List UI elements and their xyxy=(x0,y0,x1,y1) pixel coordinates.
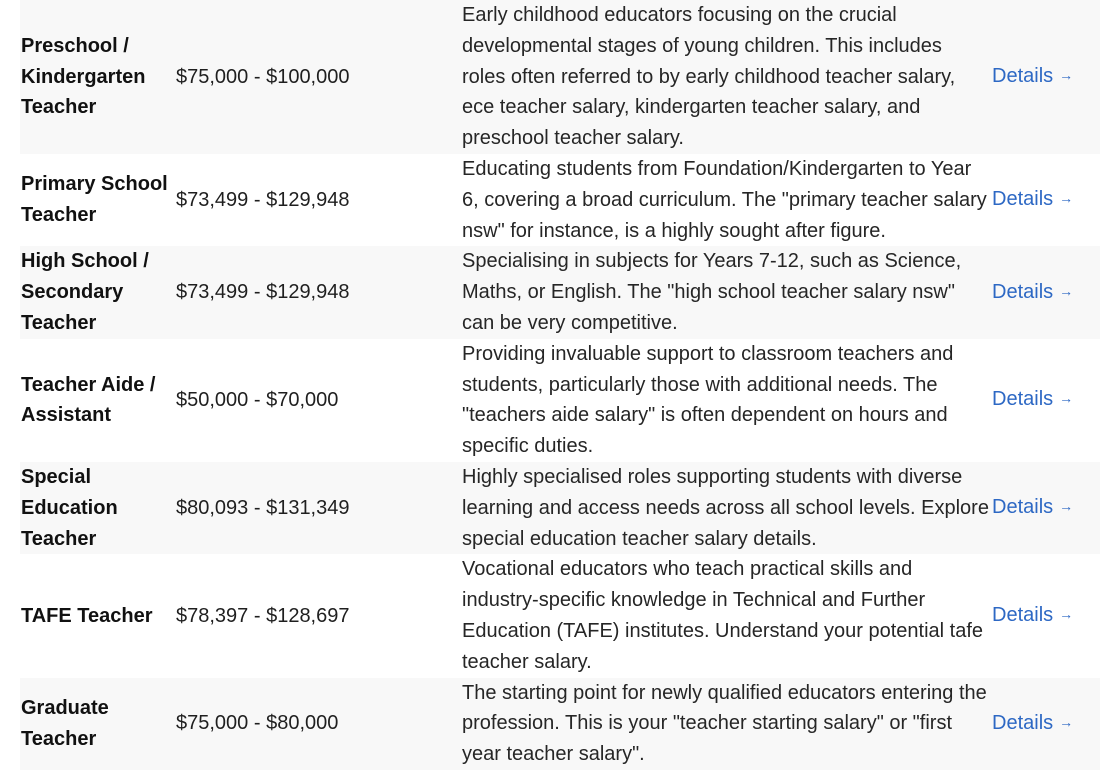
details-cell xyxy=(992,678,1100,770)
role-name: Teacher Aide / Assistant xyxy=(20,339,176,462)
details-link[interactable] xyxy=(992,604,1073,626)
role-description: Providing invaluable support to classroom teachers and students, particularly those with additional needs. The "teachers aide salary" is often dependent on hours and specific duties. xyxy=(462,339,992,462)
role-name: TAFE Teacher xyxy=(20,554,176,677)
table-row xyxy=(20,462,1100,554)
role-description: Highly specialised roles supporting students with diverse learning and access needs across all school levels. Explore special education teacher salary details. xyxy=(462,462,992,554)
salary-table xyxy=(20,0,1100,770)
details-cell xyxy=(992,0,1100,154)
salary-range: $78,397 - $128,697 xyxy=(176,554,462,677)
role-description: Specialising in subjects for Years 7-12, such as Science, Maths, or English. The "high school teacher salary nsw" can be very competitive. xyxy=(462,246,992,338)
arrow-right-icon: → xyxy=(1059,390,1074,407)
salary-range: $80,093 - $131,349 xyxy=(176,462,462,554)
table-row xyxy=(20,0,1100,154)
details-label: Details xyxy=(992,604,1054,627)
arrow-right-icon: → xyxy=(1059,190,1074,207)
role-name: Special Education Teacher xyxy=(20,462,176,554)
role-name: High School / Secondary Teacher xyxy=(20,246,176,338)
details-link[interactable] xyxy=(992,388,1073,410)
details-label: Details xyxy=(992,65,1054,88)
arrow-right-icon: → xyxy=(1059,67,1074,84)
salary-table-body xyxy=(20,0,1100,770)
salary-range: $75,000 - $80,000 xyxy=(176,678,462,770)
details-label: Details xyxy=(992,188,1054,211)
details-cell xyxy=(992,154,1100,246)
arrow-right-icon: → xyxy=(1059,606,1074,623)
details-cell xyxy=(992,554,1100,677)
details-link[interactable] xyxy=(992,188,1073,210)
details-label: Details xyxy=(992,388,1054,411)
details-label: Details xyxy=(992,496,1054,519)
arrow-right-icon: → xyxy=(1059,498,1074,515)
table-row xyxy=(20,246,1100,338)
table-row xyxy=(20,678,1100,770)
details-link[interactable] xyxy=(992,712,1073,734)
details-label: Details xyxy=(992,711,1054,734)
details-cell xyxy=(992,339,1100,462)
salary-range: $73,499 - $129,948 xyxy=(176,246,462,338)
table-row xyxy=(20,154,1100,246)
details-link[interactable] xyxy=(992,65,1073,87)
details-cell xyxy=(992,462,1100,554)
table-row xyxy=(20,554,1100,677)
role-description: The starting point for newly qualified educators entering the profession. This is your "teacher starting salary" or "first year teacher salary". xyxy=(462,678,992,770)
role-description: Early childhood educators focusing on the crucial developmental stages of young children. This includes roles often referred to by early childhood teacher salary, ece teacher salary, kindergarten teacher salary, and preschool teacher salary. xyxy=(462,0,992,154)
salary-range: $75,000 - $100,000 xyxy=(176,0,462,154)
salary-range: $50,000 - $70,000 xyxy=(176,339,462,462)
details-link[interactable] xyxy=(992,496,1073,518)
details-link[interactable] xyxy=(992,281,1073,303)
details-cell xyxy=(992,246,1100,338)
salary-range: $73,499 - $129,948 xyxy=(176,154,462,246)
arrow-right-icon: → xyxy=(1059,713,1074,730)
role-name: Primary School Teacher xyxy=(20,154,176,246)
role-description: Educating students from Foundation/Kindergarten to Year 6, covering a broad curriculum. The "primary teacher salary nsw" for instance, is a highly sought after figure. xyxy=(462,154,992,246)
role-name: Graduate Teacher xyxy=(20,678,176,770)
details-label: Details xyxy=(992,280,1054,303)
arrow-right-icon: → xyxy=(1059,282,1074,299)
role-description: Vocational educators who teach practical skills and industry-specific knowledge in Technical and Further Education (TAFE) institutes. Understand your potential tafe teacher salary. xyxy=(462,554,992,677)
role-name: Preschool / Kindergarten Teacher xyxy=(20,0,176,154)
table-row xyxy=(20,339,1100,462)
